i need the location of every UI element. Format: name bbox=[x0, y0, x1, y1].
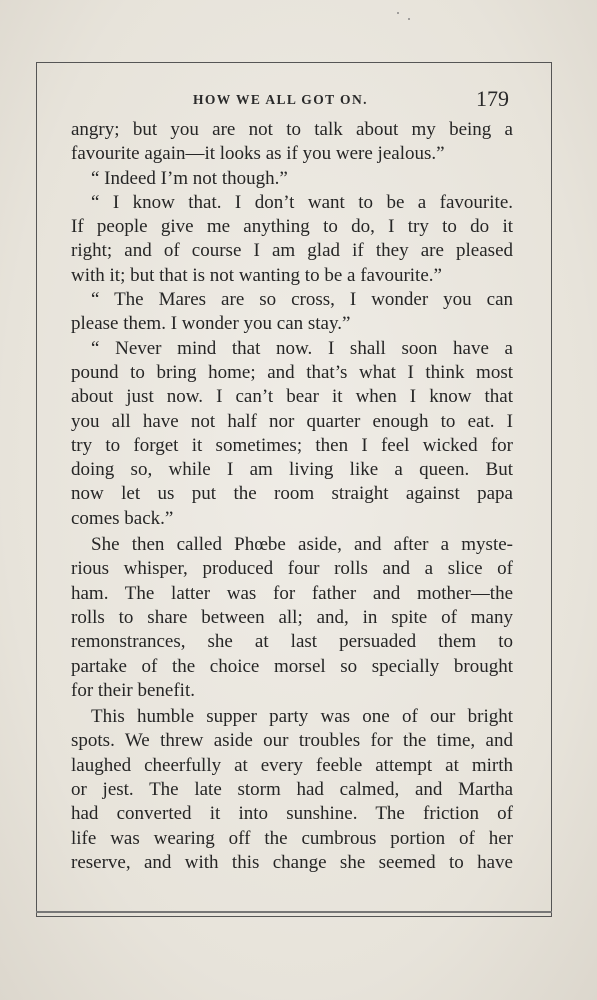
text-line: “ Indeed I’m not though.” bbox=[91, 167, 288, 189]
running-head: HOW WE ALL GOT ON. bbox=[193, 92, 368, 107]
text-line: rious whisper, produced four rolls and a slice of bbox=[71, 558, 513, 580]
paper-speck bbox=[408, 18, 410, 20]
text-line: “ The Mares are so cross, I wonder you can bbox=[91, 289, 513, 311]
page-header bbox=[0, 86, 597, 116]
text-line: had converted it into sunshine. The friction of bbox=[71, 803, 513, 825]
text-line: She then called Phœbe aside, and after a myste- bbox=[91, 534, 513, 556]
text-line: you all have not half nor quarter enough to eat. I bbox=[71, 410, 513, 432]
text-line: doing so, while I am living like a queen. But bbox=[71, 459, 513, 481]
text-line: about just now. I can’t bear it when I know that bbox=[71, 386, 513, 408]
text-line: try to forget it sometimes; then I feel wicked for bbox=[71, 434, 513, 456]
page-border-rule bbox=[36, 911, 552, 913]
text-line: angry; but you are not to talk about my being a bbox=[71, 119, 513, 140]
text-line: “ I know that. I don’t want to be a favourite. bbox=[91, 191, 513, 213]
text-line: “ Never mind that now. I shall soon have a bbox=[91, 337, 513, 359]
text-line: spots. We threw aside our troubles for the time, and bbox=[71, 730, 513, 752]
text-line: favourite again—it looks as if you were jealous.” bbox=[71, 143, 445, 165]
text-line: remonstrances, she at last persuaded them to bbox=[71, 631, 513, 653]
text-line: pound to bring home; and that’s what I think most bbox=[71, 361, 513, 383]
text-line: now let us put the room straight against papa bbox=[71, 483, 513, 505]
text-line: with it; but that is not wanting to be a favourite.” bbox=[71, 264, 442, 286]
text-line: partake of the choice morsel so specially brought bbox=[71, 655, 513, 677]
text-line: If people give me anything to do, I try to do it bbox=[71, 216, 513, 238]
paper-speck bbox=[397, 12, 399, 14]
text-line: laughed cheerfully at every feeble attempt at mirth bbox=[71, 754, 513, 776]
text-line: or jest. The late storm had calmed, and Martha bbox=[71, 779, 513, 801]
text-line: please them. I wonder you can stay.” bbox=[71, 313, 351, 335]
text-line: for their benefit. bbox=[71, 679, 195, 701]
text-line: right; and of course I am glad if they are pleased bbox=[71, 240, 513, 262]
body-text bbox=[71, 118, 513, 875]
text-line: rolls to share between all; and, in spite of many bbox=[71, 606, 513, 628]
text-line: comes back.” bbox=[71, 507, 174, 529]
text-line: reserve, and with this change she seemed to have bbox=[71, 851, 513, 873]
page-number: 179 bbox=[476, 86, 509, 111]
text-line: ham. The latter was for father and mother—the bbox=[71, 582, 513, 604]
text-line: life was wearing off the cumbrous portion of her bbox=[71, 827, 513, 849]
text-line: This humble supper party was one of our bright bbox=[91, 706, 513, 728]
